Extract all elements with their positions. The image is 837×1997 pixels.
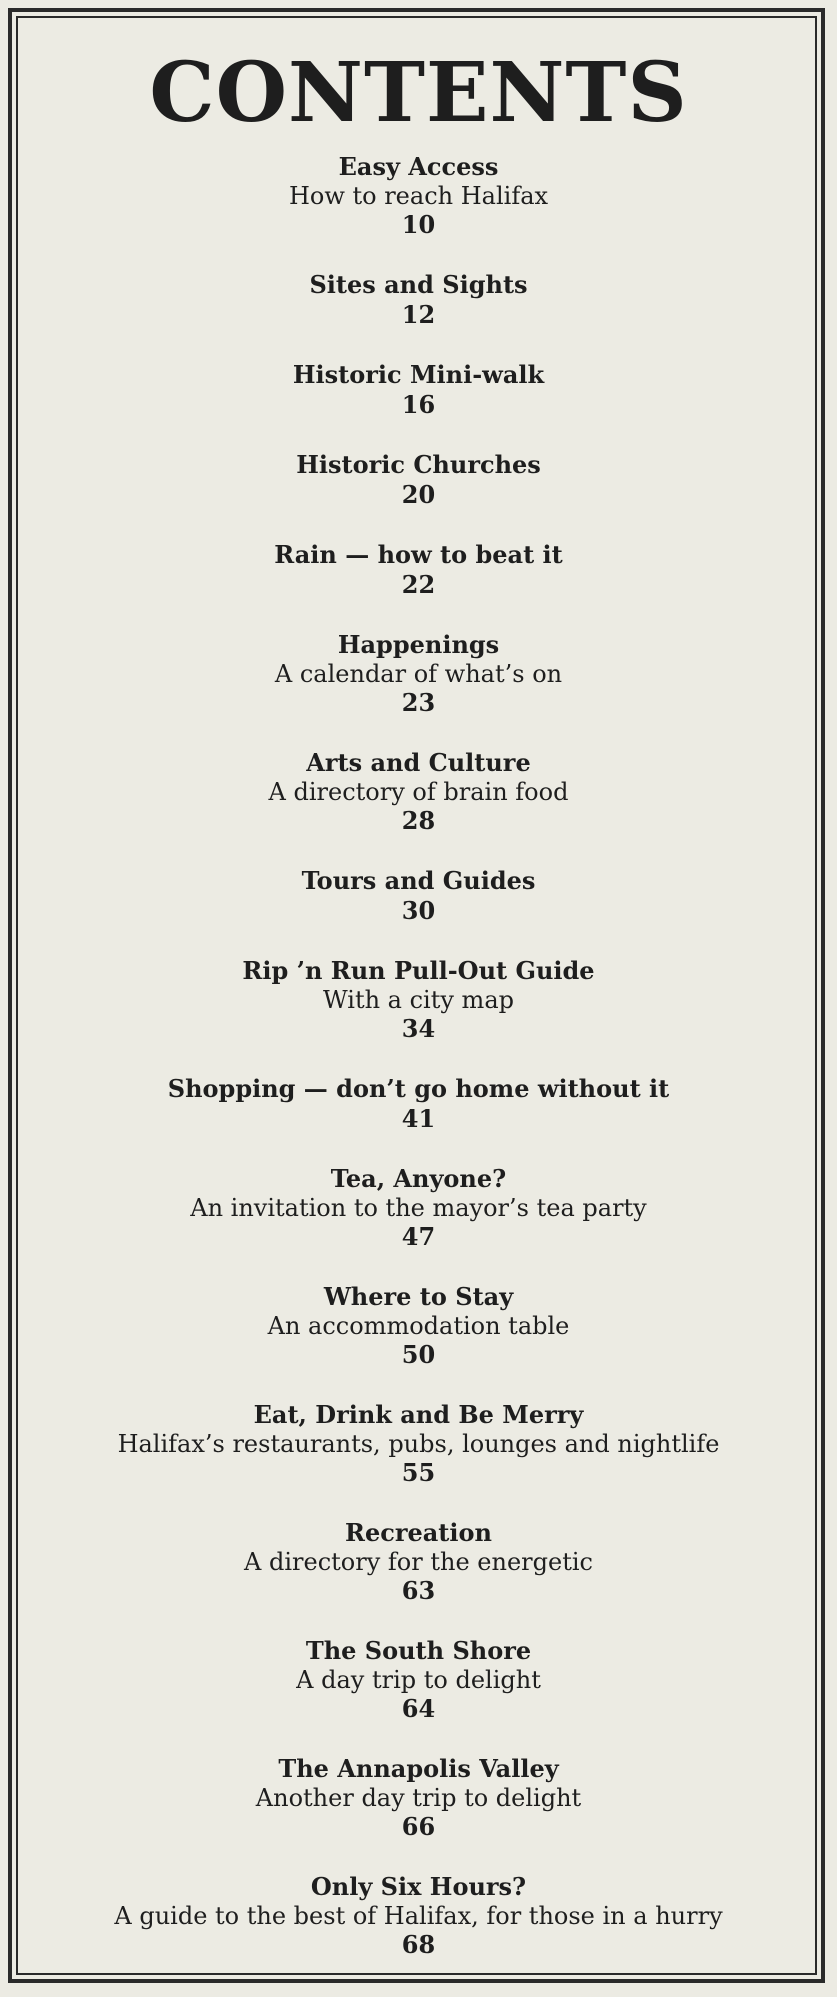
toc-entry (0, 450, 837, 510)
toc-entry-heading: Historic Mini-walk (292, 360, 545, 389)
toc-entry (0, 956, 837, 1044)
toc-entry-heading: Rain — how to beat it (274, 540, 563, 569)
toc-list (0, 152, 837, 1990)
toc-entry-description: A calendar of what’s on (274, 660, 563, 688)
toc-entry-description: Another day trip to delight (255, 1784, 582, 1812)
toc-entry-description: A directory of brain food (268, 778, 569, 806)
toc-entry-description: An invitation to the mayor’s tea party (190, 1194, 647, 1222)
toc-entry-heading: The South Shore (305, 1636, 532, 1665)
toc-entry (0, 270, 837, 330)
toc-entry-heading: Sites and Sights (309, 270, 528, 299)
toc-entry-description: Halifax’s restaurants, pubs, lounges and nightlife (117, 1430, 720, 1458)
toc-entry (0, 630, 837, 718)
toc-entry-heading: Tea, Anyone? (330, 1164, 507, 1193)
toc-entry (0, 1754, 837, 1842)
toc-entry-description: How to reach Halifax (288, 182, 549, 210)
toc-entry-page-number: 12 (401, 300, 436, 329)
toc-entry (0, 360, 837, 420)
toc-entry-heading: Tours and Guides (301, 866, 536, 895)
toc-entry-page-number: 68 (401, 1930, 436, 1959)
toc-entry-page-number: 47 (401, 1222, 436, 1251)
toc-entry-heading: The Annapolis Valley (278, 1754, 559, 1783)
toc-entry-page-number: 34 (401, 1014, 436, 1043)
toc-entry (0, 1400, 837, 1488)
toc-entry-page-number: 63 (401, 1576, 436, 1605)
toc-entry-description: A day trip to delight (296, 1666, 541, 1694)
toc-entry-heading: Historic Churches (296, 450, 541, 479)
toc-entry-page-number: 23 (401, 688, 436, 717)
toc-entry-heading: Recreation (345, 1518, 492, 1547)
toc-entry-description: With a city map (323, 986, 514, 1014)
page-title: CONTENTS (149, 45, 688, 141)
toc-entry-page-number: 55 (401, 1458, 436, 1487)
toc-entry (0, 866, 837, 926)
toc-entry-heading: Rip ’n Run Pull-Out Guide (242, 956, 595, 985)
toc-entry-page-number: 20 (401, 480, 436, 509)
toc-entry (0, 152, 837, 240)
toc-entry (0, 748, 837, 836)
toc-entry (0, 1518, 837, 1606)
toc-entry-page-number: 22 (401, 570, 436, 599)
toc-entry-page-number: 28 (401, 806, 436, 835)
toc-entry (0, 1636, 837, 1724)
toc-entry (0, 1164, 837, 1252)
toc-entry-description: A guide to the best of Halifax, for those in a hurry (114, 1902, 723, 1930)
toc-entry (0, 1282, 837, 1370)
toc-entry-description: A directory for the energetic (244, 1548, 593, 1576)
toc-entry-heading: Happenings (337, 630, 500, 659)
toc-entry-heading: Easy Access (338, 152, 499, 181)
toc-entry-description: An accommodation table (267, 1312, 570, 1340)
toc-entry-heading: Where to Stay (323, 1282, 514, 1311)
toc-entry-page-number: 41 (401, 1104, 436, 1133)
toc-entry-heading: Arts and Culture (306, 748, 531, 777)
toc-entry (0, 540, 837, 600)
toc-entry-page-number: 64 (401, 1694, 436, 1723)
toc-entry-page-number: 10 (401, 210, 436, 239)
toc-entry-heading: Only Six Hours? (310, 1872, 527, 1901)
toc-entry-page-number: 50 (401, 1340, 436, 1369)
toc-entry-page-number: 66 (401, 1812, 436, 1841)
toc-entry-heading: Shopping — don’t go home without it (167, 1074, 670, 1103)
toc-entry-page-number: 30 (401, 896, 436, 925)
toc-entry-heading: Eat, Drink and Be Merry (253, 1400, 584, 1429)
toc-entry (0, 1074, 837, 1134)
toc-entry-page-number: 16 (401, 390, 436, 419)
toc-entry (0, 1872, 837, 1960)
